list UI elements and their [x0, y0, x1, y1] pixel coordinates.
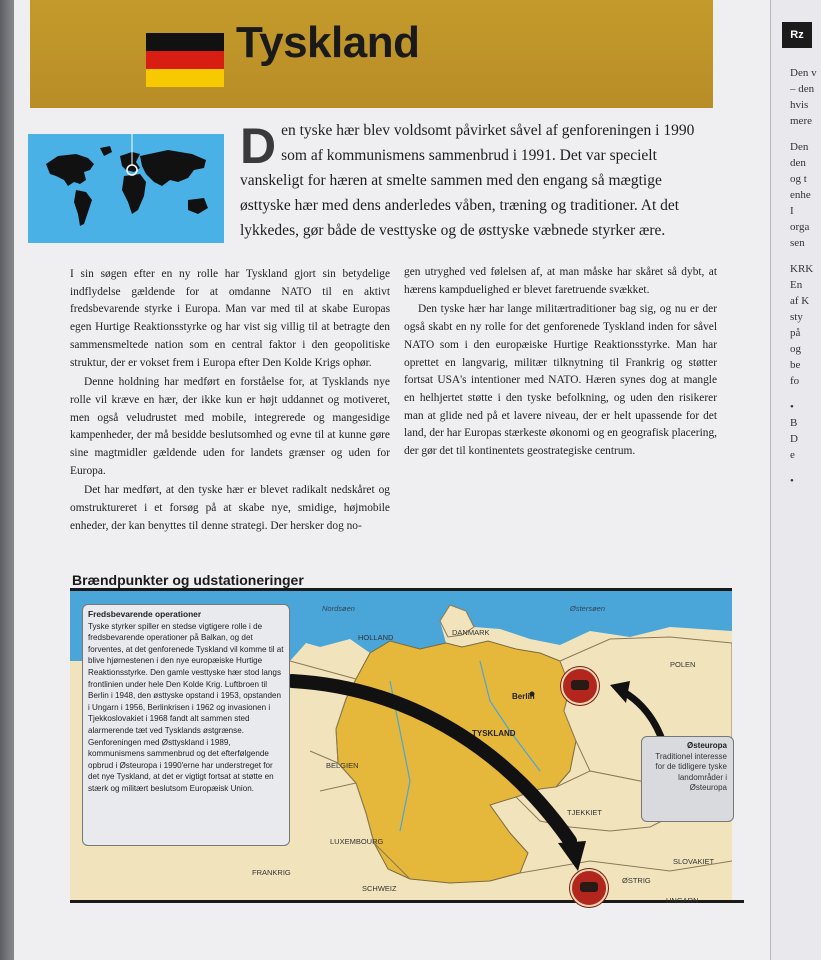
info-box-eastern-europe [641, 736, 734, 822]
body-paragraph: gen utryghed ved følelsen af, at man måske har skåret så dybt, at hærens kampduelighed er blevet faretruende svækket. [404, 266, 717, 296]
deployment-marker-south [570, 869, 608, 907]
adjacent-page-line: den [790, 157, 806, 169]
adjacent-page-line: og [790, 343, 801, 355]
map-label-danmark: DANMARK [452, 628, 490, 637]
map-label-schweiz: SCHWEIZ [362, 884, 397, 893]
adjacent-page-line: Den [790, 141, 809, 153]
world-map-icon [28, 134, 224, 243]
adjacent-page-line: sen [790, 237, 805, 249]
adjacent-page-line: og t [790, 173, 807, 185]
body-paragraph: Denne holdning har medført en forståelse for, at Tysklands nye rolle vil kræve en hær, der ikke kun er højt uddannet og motiveret, men også veludrustet med mobile, integrerede og mangesidige kampenheder, der må besidde beslutsomhed og evne til at kunne gøre sine magtmidler gældende uden for landets grænser og uden for Europa. [70, 376, 390, 477]
adjacent-page-line: – den [790, 83, 815, 95]
adjacent-page-line: I [790, 205, 794, 217]
map-label-berlin: Berlin [512, 692, 535, 701]
body-paragraph: I sin søgen efter en ny rolle har Tyskland gjort sin betydelige indflydelse gældende for at omdanne NATO til en aktivt fredsbevarende styrke i Europa. Man var med til at skabe Europas egen Hurtige Reaktionsstyrke og har vist sig villig til at betragte den sammensmeltede nation som en central faktor i den geopolitiske struktur, der er vokset frem i Europa efter Den Kolde Krigs ophør. [70, 268, 390, 369]
map-label-belgien: BELGIEN [326, 761, 359, 770]
adjacent-page-line: Den v [790, 67, 817, 79]
adjacent-page-line: • [790, 401, 794, 413]
body-paragraph: Den tyske hær har lange militærtraditioner bag sig, og nu er der også skabt en ny rolle for det genforenede Tyskland inden for såvel NATO som i den europæiske Hurtige Reaktionsstyrke. Man har oprettet en langvarig, militær tilknytning til Frankrig og støtter fortsat USA's intentioner med NATO. Hæren synes dog at mangle en helhjertet støtte i den tyske befolkning, og uden den risikerer man at glide ned på et lavere niveau, der er helt upassende for det land, der har Europas stærkeste økonomi og en geografisk placering, der gør det til kontinentets geostrategiske centrum. [404, 303, 717, 458]
adjacent-page-line: på [790, 327, 801, 339]
intro-paragraph [240, 118, 712, 243]
adjacent-page-line: hvis [790, 99, 809, 111]
adjacent-page-line: sty [790, 311, 803, 323]
german-flag-icon [146, 33, 224, 87]
body-column-right [404, 264, 717, 463]
intro-text: en tyske hær blev voldsomt påvirket såvel af genforeningen i 1990 som af kommunismens sammenbrud i 1991. Det var specielt vanskeligt for hæren at smelte sammen med den engang så mægtige østtyske hær med dens anderledes våben, træning og traditioner. At det lykkedes, gør både de vesttyske og de østtyske væbnede styrker ære. [240, 122, 695, 239]
map-label-luxembourg: LUXEMBOURG [330, 837, 384, 846]
adjacent-page-line: orga [790, 221, 810, 233]
body-paragraph: Det har medført, at den tyske hær er blevet radikalt nedskåret og omstruktureret i et forsøg på at skabe nye, smidige, højmobile enheder, der kan benyttes til denne strategi. Der hersker dog no- [70, 484, 390, 532]
drop-cap: D [240, 118, 277, 174]
page-title: Tyskland [236, 18, 420, 67]
map-label-slovakiet: SLOVAKIET [673, 857, 715, 866]
adjacent-page-line: D [790, 433, 798, 445]
map-bottom-rule [70, 900, 744, 903]
section-title: Brændpunkter og udstationeringer [72, 572, 304, 588]
deployment-marker-berlin [561, 667, 599, 705]
adjacent-page-line: En [790, 279, 803, 291]
world-map-locator [28, 134, 224, 243]
adjacent-page-line: KRK [790, 263, 814, 275]
flag-stripe-red [146, 51, 224, 69]
adjacent-page-line: af K [790, 295, 810, 307]
map-label-polen: POLEN [670, 660, 696, 669]
map-label-holland: HOLLAND [358, 633, 394, 642]
map-label-ungarn: UNGARN [666, 896, 699, 905]
map-label-ostrig: ØSTRIG [622, 876, 651, 885]
map-label-frankrig: FRANKRIG [252, 868, 291, 877]
page-tab-badge: Rz [782, 22, 812, 48]
map-label-tjekkiet: TJEKKIET [567, 808, 603, 817]
info-box-heading: Fredsbevarende operationer [88, 609, 202, 619]
east-box-text: Traditionel interesse for de tidligere tyske landområder i Østeuropa [655, 751, 727, 792]
body-column-left [70, 266, 390, 538]
info-box-peacekeeping [82, 604, 290, 846]
flag-stripe-gold [146, 69, 224, 87]
info-box-text: Tyske styrker spiller en stedse vigtigere rolle i de fredsbevarende operationer på Balkan, og det forventes, at det genforenede Tyskland vil komme til at blive hjørnestenen i den nye europæiske Hurtige Reaktionsstyrke. Den gamle vesttyske hær stod langs frontlinien under hele Den Kolde Krig. Luftbroen til Berlin i 1948, den østtyske opstand i 1953, opstanden i Ungarn i 1956, Berlinkrisen i 1962 og invasionen i Tjekkoslovakiet i 1968 fandt alt sammen sted alarmerende tæt ved Tysklands østgrænse. Genforeningen med Østtyskland i 1989, kommunismens sammenbrud og det efterfølgende opbrud i Østeuropa i 1990'erne har understreget for det nye Tyskland, at det er vigtigt fortsat at støtte en stærk og militært beslutsom Europæisk Union. [88, 621, 284, 793]
adjacent-page-line: e [790, 449, 795, 461]
flag-stripe-black [146, 33, 224, 51]
adjacent-page-line: be [790, 359, 801, 371]
adjacent-page-line: fo [790, 375, 800, 387]
map-label-nordsoen: Nordsøen [322, 604, 355, 613]
adjacent-page-line: B [790, 417, 798, 429]
adjacent-page-line: enhe [790, 189, 811, 201]
map-label-ostersoen: Østersøen [570, 604, 606, 613]
map-label-tyskland: TYSKLAND [472, 729, 516, 738]
east-box-heading: Østeuropa [686, 741, 727, 750]
adjacent-page-line: • [790, 475, 794, 487]
adjacent-page-line: mere [790, 115, 812, 127]
